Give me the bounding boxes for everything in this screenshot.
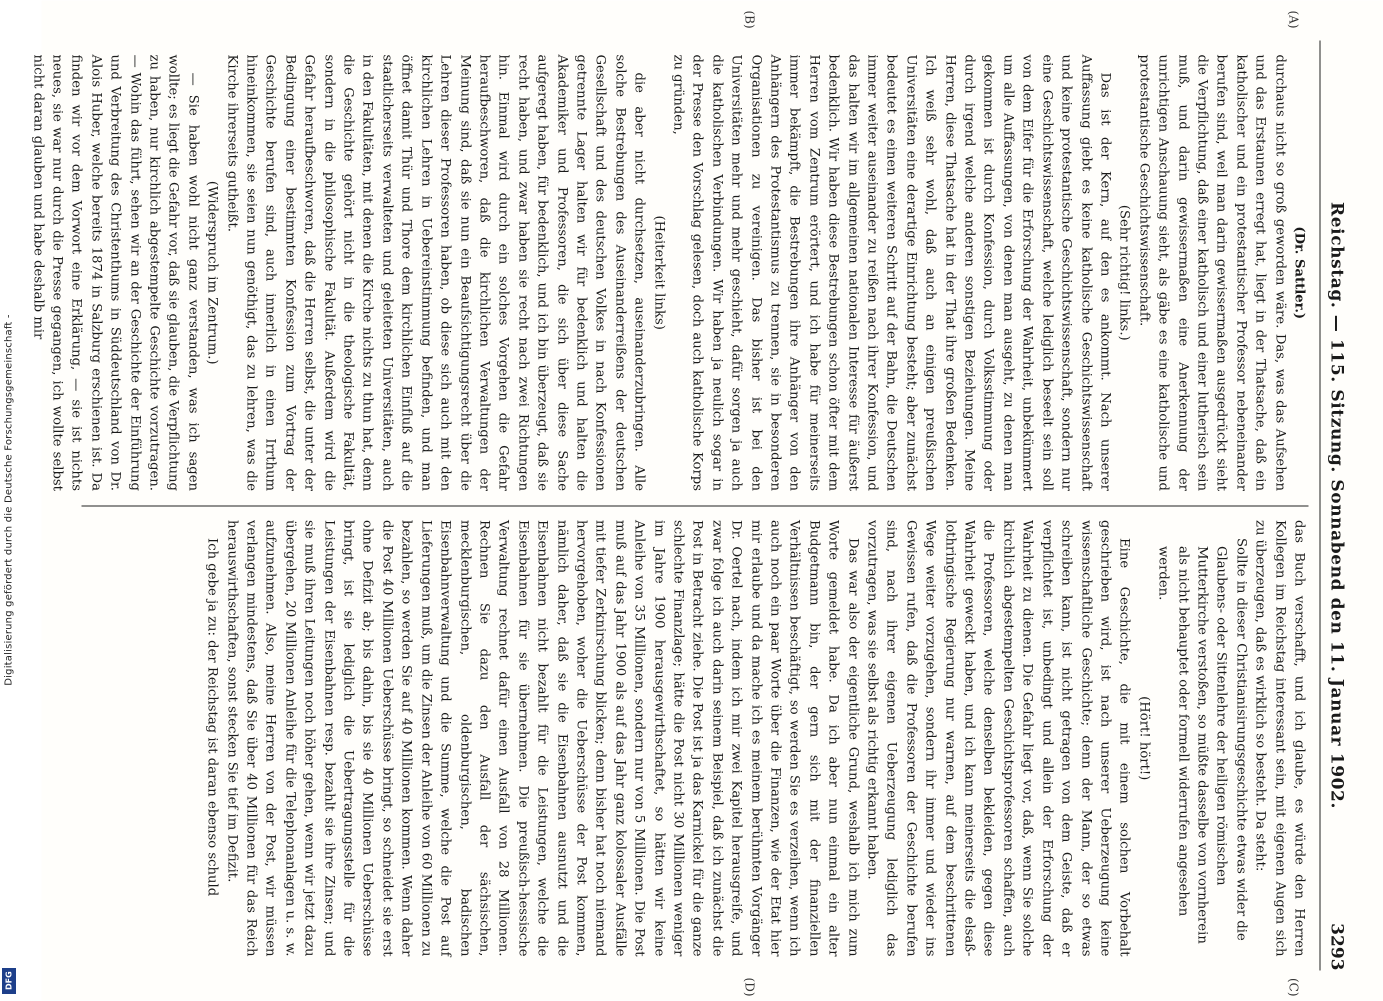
margin-marker-d: (D) — [742, 977, 757, 997]
paragraph: die aber nicht durchsetzen, auseinanderzubringen. Alle solche Bestrebungen des Auseinanderreißens der deutschen Gesellschaft und des deutschen Volkes in nach Konfessionen getrennte Lager halten wir für bedenklich und halten die Akademiker und Professoren, die sich über diese Sache aufgeregt haben, für bedenklich, und ich bin überzeugt, daß sie recht haben, und zwar haben sie recht nach zwei Richtungen hin. Einmal wird durch ein solches Vorgehen die Gefahr heraufbeschworen, daß die kirchlichen Verwaltungen der Meinung sind, daß sie nun ein Beaufsichtigungsrecht über die Lehren dieser Professoren haben, ob diese sich auch mit den kirchlichen Lehren in Uebereinstimmung befinden, und man öffnet damit Thür und Thore dem kirchlichen Einfluß auf die staatlicherseits verwalteten und geleiteten Universitäten, auch in den Fakultäten, mit denen die Kirche nichts zu thun hat, denn die Geschichte gehört nicht in die theologische Fakultät, sondern in die philosophische Fakultät. Außerdem wird die Gefahr heraufbeschworen, daß die Herren selbst, die unter der Bedingung einer bestimmten Konfession zum Vortrag der Geschichte berufen sind, auch innerlich in einen Irrthum hineinkommen, sie seien nun genöthigt, das zu lehren, was die Kirche ihrerseits gutheißt. — [224, 54, 647, 491]
text-columns — [30, 10, 1309, 997]
header-title: Reichstag. — 115. Sitzung. Sonnabend den 11. Januar 1902. — [1326, 202, 1347, 809]
margin-marker-b: (B) — [742, 10, 757, 29]
interjection: (Widerspruch im Zentrum.) — [204, 180, 220, 365]
quotation: Sollte in dieser Christianisirungsgeschichte etwas wider die Glaubens- oder Sittenlehre der heiligen römischen Mutterkirche verstoßen, so müßte dasselbe von vornherein als nicht behauptet oder formell widerrufen angesehen werden. — [1155, 538, 1249, 944]
paragraph: Ich gebe ja zu: der Reichstag ist daran ebenso schuld — [204, 538, 220, 897]
speaker-label: (Dr. Sattler.) — [1291, 226, 1307, 320]
paragraph: das Buch verschafft, und ich glaube, es würde den Herren Kollegen im Reichstag interessant sein, mit eigenen Augen sich zu überzeugen, daß es wirklich so besteht. Da steht: — [1252, 520, 1307, 957]
interjection: (Sehr richtig! links.) — [1116, 204, 1132, 341]
interjection: (Heiterkeit links) — [651, 215, 667, 330]
scanned-page — [30, 0, 1383, 1000]
margin-marker-c: (C) — [1286, 977, 1301, 997]
page-number: 3293 — [1326, 923, 1347, 971]
paragraph: — Sie haben wohl nicht ganz verstanden, was ich sagen wollte; es liegt die Gefahr vor, daß sie glauben, die Verpflichtung zu haben, nur kirchlich abgestempelte Geschichte vorzutragen. — Wohin das führt, sehen wir an der Geschichte der Einführung und Verbreitung des Christenthums in Süddeutschland von Dr. Alois Huber, welche bereits 1874 in Salzburg erschienen ist. Da finden wir vor dem Vorwort eine Erklärung, — sie ist nichts neues, sie war nur durch die Presse gegangen, ich wollte selbst nicht daran glauben und habe deshalb mir — [30, 54, 201, 491]
page-content-rotated — [30, 1, 1383, 1001]
paragraph: Eine Geschichte, die mit einem solchen Vorbehalt geschrieben wird, ist nach unserer Ueberzeugung keine wissenschaftliche Geschichte; denn der Mann, der so etwas schreiben kann, ist nicht getragen von dem Geiste, daß er verpflichtet ist, unbedingt und allein der Erforschung der Wahrheit zu dienen. Die Gefahr liegt vor, daß, wenn Sie solche kirchlich abgestempelten Geschichtsprofessoren schaffen, auch die Professoren, welche denselben bekleiden, gegen diese Wahrheit geweckt haben, und ich kann meinerseits die elsaß-lothringische Regierung nur warnen, auf dem beschrittenen Wege weiter vorzugehen, sondern ihr immer und wieder ins Gewissen rufen, daß die Professoren der Geschichte berufen sind, nach ihrer eigenen Ueberzeugung lediglich das vorzutragen, was sie selbst als richtig erkannt haben. — [864, 520, 1132, 957]
paragraph: Das war also der eigentliche Grund, weshalb ich mich zum Worte gemeldet habe. Da ich aber nun einmal ein alter Budgetmann bin, der gern sich mit der finanziellen Verhältnissen beschäftigt, so werden Sie es verzeihen, wenn ich auch noch ein paar Worte über die Finanzen, wie der Etat hier mir erlaube und da mache ich es meinem berühmten Vorgänger Dr. Oertel nach, indem ich mir zwei Kapitel herausgreife, und zwar folge ich auch darin seinem Beispiel, daß ich zunächst die Post in Betracht ziehe. Die Post ist ja das Karnickel für die ganze schlechte Finanzlage; hätte die Post nicht 30 Millionen weniger im Jahre 1900 herausgewirthschaftet, so hätten wir keine Anleihe von 35 Millionen, sondern nur von 5 Millionen. Die Post muß auf das Jahr 1900 als auf das Jahr ganz kolossaler Ausfälle mit tiefer Zerknirschung blicken; denn bisher hat noch niemand hervorgehoben, woher die Ueberschüsse der Post kommen, nämlich daher, daß sie die Eisenbahnen ausnutzt und die Eisenbahnen nicht bezahlt für die Leistungen, welche die Eisenbahnen für sie übernehmen. Die preußisch-hessische Verwaltung rechnet dafür einen Ausfall von 28 Millionen. Rechnen Sie dazu den Ausfall der sächsischen, mecklenburgischen, oldenburgischen, badischen Eisenbahnverwaltung und die Summe, welche die Post auf Lieferungen muß, um die Zinsen der Anleihe von 60 Millionen zu bezahlen, so werden Sie auf 40 Millionen kommen. Wenn daher die Post 40 Millionen Ueberschüsse bringt, so schneidet sie erst ohne Defizit ab; bis dahin, bis sie 40 Millionen Ueberschüsse bringt, ist sie lediglich die Uebertragungsstelle für die Leistungen der Eisenbahnen resp. bezahlt sie ihre Zinsen; und sie muß ihren Leitungen noch höher gehen, wenn wir jetzt dazu übergehen, 20 Millionen Anleihe für die Telephonanlagen u. s. w. aufzunehmen. Also, meine Herren von der Post, wir müssen verlangen mindestens, daß Sie über 40 Millionen für das Reich herauswirthschaften, sonst stecken Sie tief im Defizit. — [224, 520, 861, 957]
digitization-credit-text: Digitalisierung gefördert durch die Deutsche Forschungsgemeinschaft - — [3, 314, 15, 686]
paragraph: Das ist der Kern, auf den es ankommt. Nach unserer Auffassung giebt es keine katholische Geschichtswissenschaft und keine protestantische Geschichtswissenschaft, sondern nur eine Geschichtswissenschaft, welche lediglich beseelt sein soll von dem Eifer für die Erforschung der Wahrheit, unbekümmert um alle Auffassungen, von denen man ausgeht, zu denen man gekommen ist durch Konfession, durch Volksstimmung oder durch irgend welche anderen sonstigen Beziehungen. Meine Herren, diese Thatsache hat in der That ihre großen Bedenken. Ich weiß sehr wohl, daß auch an einigen preußischen Universitäten eine derartige Einrichtung besteht; aber zunächst bedeutet es einen weiteren Schritt auf der Bahn, die Deutschen immer weiter auseinander zu reißen nach ihrer Konfession, und das halten wir im allgemeinen nationalen Interesse für äußerst bedenklich. Wir haben diese Bestrebungen schon öfter mit dem Herren vom Zentrum erörtert, und ich habe für meinerseits immer bekämpft, die Bestrebungen ihre Anhänger von den Anhängern des Protestantismus zu trennen, sie in besonderen Organisationen zu vereinigen. Das bisher ist bei den Universitäten mehr und mehr geschieht, dafür sorgen ja auch die katholischen Verbindungen. Wir haben ja neulich sogar in der Presse den Vorschlag gelesen, doch auch katholische Korps zu gründen, — [670, 54, 1113, 491]
margin-marker-a: (A) — [1286, 10, 1301, 29]
paragraph: durchaus nicht so groß geworden wäre. Das, was das Aufsehen und das Erstaunen erregt hat, liegt in der Thatsache, daß ein katholischer und ein protestantischer Professor nebeneinander berufen sind, weil man darin gewissermaßen ausgedrückt sieht die Verpflichtung, daß einer katholisch und einer lutherisch sein muß, und darin gewissermaßen eine Anerkennung der unrichtigen Anschauung sieht, als gäbe es eine katholische und protestantische Geschichtswissenschaft. — [1136, 54, 1288, 491]
left-column — [30, 10, 1309, 506]
digitization-credit-strip — [0, 0, 18, 1000]
right-column — [82, 505, 1309, 997]
page-header — [1320, 41, 1353, 971]
dfg-logo: DFG — [2, 968, 16, 994]
interjection: (Hört! hört!) — [1136, 696, 1152, 781]
